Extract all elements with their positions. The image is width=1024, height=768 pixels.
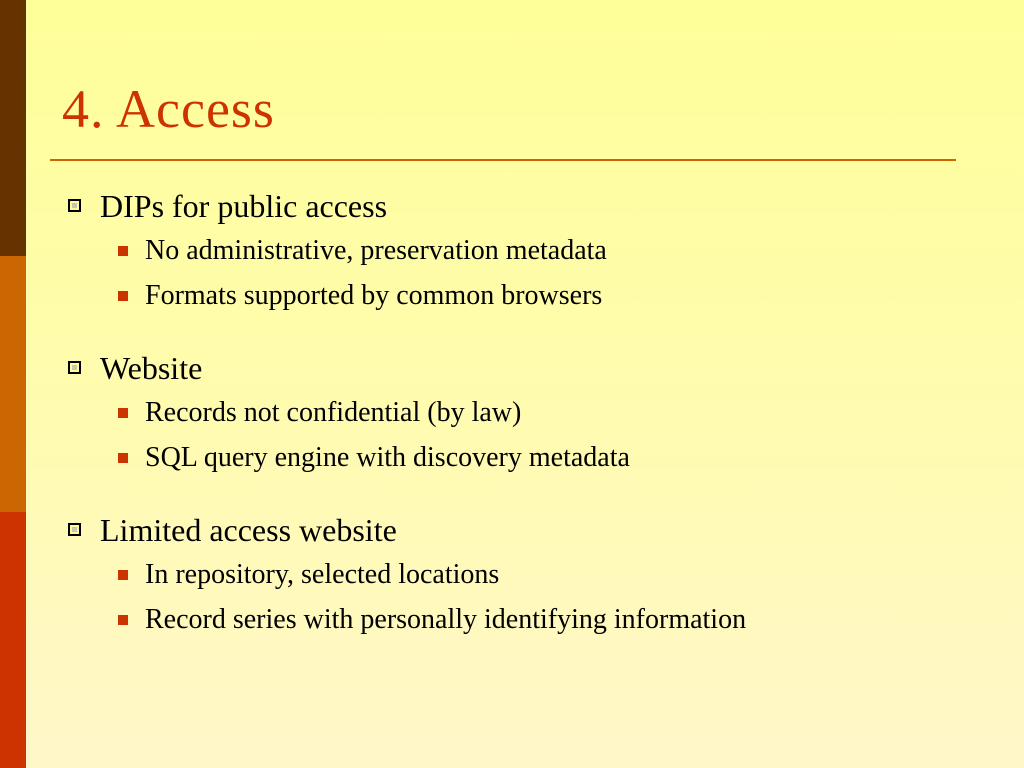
- bullet-level1: [66, 508, 966, 552]
- side-band-top: [0, 0, 26, 256]
- slide-title: 4. Access: [62, 79, 275, 139]
- filled-square-bullet-icon: [118, 246, 128, 256]
- bullet-heading: Limited access website: [100, 512, 397, 548]
- side-band-middle: [0, 256, 26, 512]
- bullet-group-limited-access: [66, 508, 966, 642]
- bullet-text: SQL query engine with discovery metadata: [145, 442, 630, 473]
- bullet-list: [66, 184, 966, 670]
- bullet-level2: [66, 273, 966, 318]
- filled-square-bullet-icon: [118, 408, 128, 418]
- bullet-heading: Website: [100, 350, 203, 386]
- bullet-text: No administrative, preservation metadata: [145, 235, 607, 266]
- bullet-level2: [66, 228, 966, 273]
- filled-square-bullet-icon: [118, 291, 128, 301]
- bullet-level1: [66, 184, 966, 228]
- bullet-level2: [66, 552, 966, 597]
- bullet-level2: [66, 390, 966, 435]
- bullet-heading: DIPs for public access: [100, 188, 388, 224]
- hollow-square-bullet-icon: [68, 199, 81, 212]
- side-band-bottom: [0, 512, 26, 768]
- filled-square-bullet-icon: [118, 570, 128, 580]
- hollow-square-bullet-icon: [68, 523, 81, 536]
- bullet-text: In repository, selected locations: [145, 559, 500, 590]
- bullet-group-dips: [66, 184, 966, 318]
- bullet-group-website: [66, 346, 966, 480]
- bullet-text: Formats supported by common browsers: [145, 280, 603, 311]
- bullet-text: Record series with personally identifying information: [145, 604, 747, 635]
- hollow-square-bullet-icon: [68, 361, 81, 374]
- bullet-level2: [66, 597, 966, 642]
- filled-square-bullet-icon: [118, 453, 128, 463]
- bullet-text: Records not confidential (by law): [145, 397, 522, 428]
- filled-square-bullet-icon: [118, 615, 128, 625]
- bullet-level2: [66, 435, 966, 480]
- title-underline: [50, 159, 956, 161]
- bullet-level1: [66, 346, 966, 390]
